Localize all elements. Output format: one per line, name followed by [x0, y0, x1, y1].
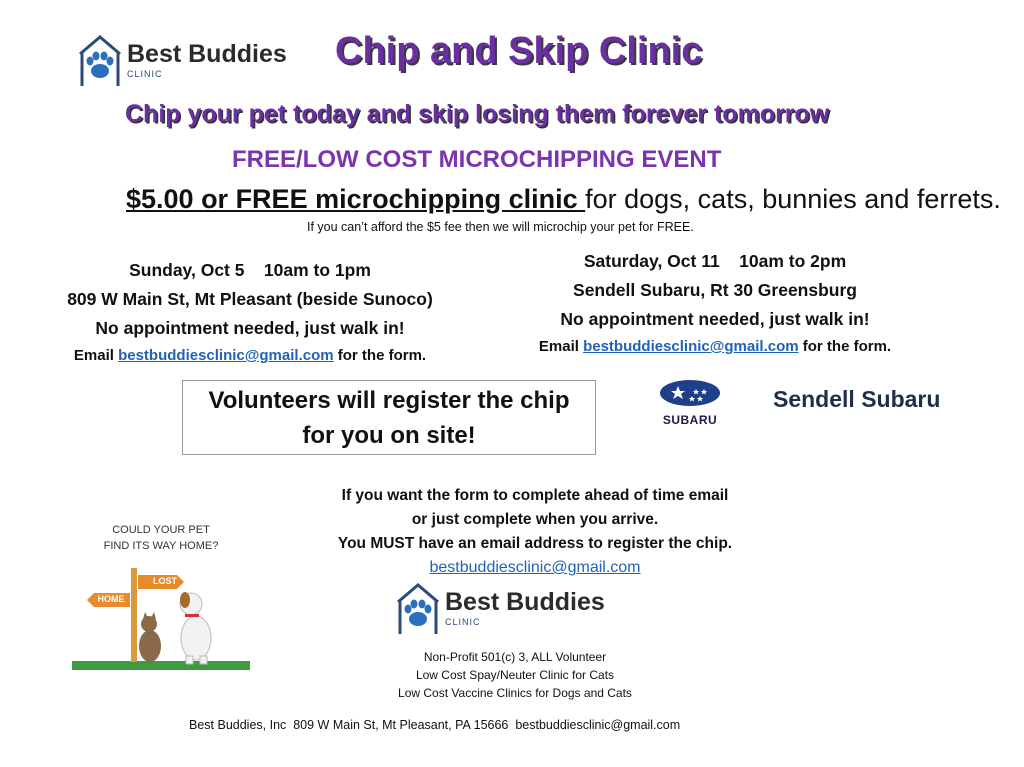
event-note: No appointment needed, just walk in!	[95, 318, 405, 338]
instructions-email-link[interactable]: bestbuddiesclinic@gmail.com	[429, 559, 641, 576]
volunteer-line1: Volunteers will register the chip	[208, 387, 570, 414]
event-date-time: Sunday, Oct 5 10am to 1pm	[129, 260, 371, 280]
event-email-line	[30, 343, 470, 369]
instructions-line3: You MUST have an email address to register the chip.	[337, 535, 733, 552]
instructions-line2: or just complete when you arrive.	[411, 511, 659, 528]
email-link[interactable]: bestbuddiesclinic@gmail.com	[118, 347, 334, 364]
event-email-line	[505, 334, 925, 360]
illustration-question-2: FIND ITS WAY HOME?	[103, 540, 219, 552]
logo-name: Best Buddies	[127, 39, 287, 68]
event-note: No appointment needed, just walk in!	[560, 309, 870, 329]
price-line	[126, 184, 1001, 215]
email-prefix: Email	[538, 338, 584, 355]
logo-sub: CLINIC	[127, 68, 163, 79]
volunteer-line2: for you on site!	[302, 422, 476, 449]
best-buddies-logo	[77, 34, 287, 86]
logo-sub: CLINIC	[445, 616, 481, 627]
tagline: Chip your pet today and skip losing them forever tomorrow	[125, 100, 830, 128]
instructions-line1: If you want the form to complete ahead of time email	[341, 487, 729, 504]
page-title: Chip and Skip Clinic	[335, 30, 703, 72]
volunteer-box	[182, 380, 596, 455]
footer-address: Best Buddies, Inc 809 W Main St, Mt Pleasant, PA 15666 bestbuddiesclinic@gmail.com	[189, 718, 681, 732]
illustration-question-1: COULD YOUR PET	[112, 524, 210, 536]
subaru-emblem-icon	[652, 378, 728, 408]
paw-house-icon	[395, 582, 441, 634]
pet-illustration	[72, 520, 250, 672]
email-prefix: Email	[73, 347, 119, 364]
footer-item: Low Cost Spay/Neuter Clinic for Cats	[415, 668, 615, 682]
email-suffix: for the form.	[798, 338, 892, 355]
sendell-subaru-logo: Sendell Subaru	[773, 386, 941, 412]
footer-logo	[395, 582, 605, 634]
email-link[interactable]: bestbuddiesclinic@gmail.com	[583, 338, 799, 355]
event-location: 809 W Main St, Mt Pleasant (beside Sunoco)	[67, 289, 433, 309]
price-strong: $5.00 or FREE microchipping clinic	[126, 184, 586, 214]
event-sunday	[30, 256, 470, 369]
footer-list	[380, 648, 650, 702]
instructions	[300, 484, 770, 580]
event-heading: FREE/LOW COST MICROCHIPPING EVENT	[232, 146, 722, 173]
footer-item: Low Cost Vaccine Clinics for Dogs and Cats	[398, 686, 632, 700]
event-saturday	[505, 247, 925, 360]
email-suffix: for the form.	[333, 347, 427, 364]
subaru-word: SUBARU	[662, 413, 718, 427]
subaru-logo	[652, 378, 728, 427]
paw-house-icon	[77, 34, 123, 86]
logo-name: Best Buddies	[445, 587, 605, 616]
event-location: Sendell Subaru, Rt 30 Greensburg	[573, 280, 857, 300]
sign-home: HOME	[97, 594, 125, 604]
sign-lost: LOST	[153, 576, 177, 586]
event-date-time: Saturday, Oct 11 10am to 2pm	[583, 251, 847, 271]
footer-item: Non-Profit 501(c) 3, ALL Volunteer	[423, 650, 607, 664]
afford-note: If you can’t afford the $5 fee then we will microchip your pet for FREE.	[307, 220, 694, 234]
price-rest: for dogs, cats, bunnies and ferrets.	[585, 184, 1001, 214]
